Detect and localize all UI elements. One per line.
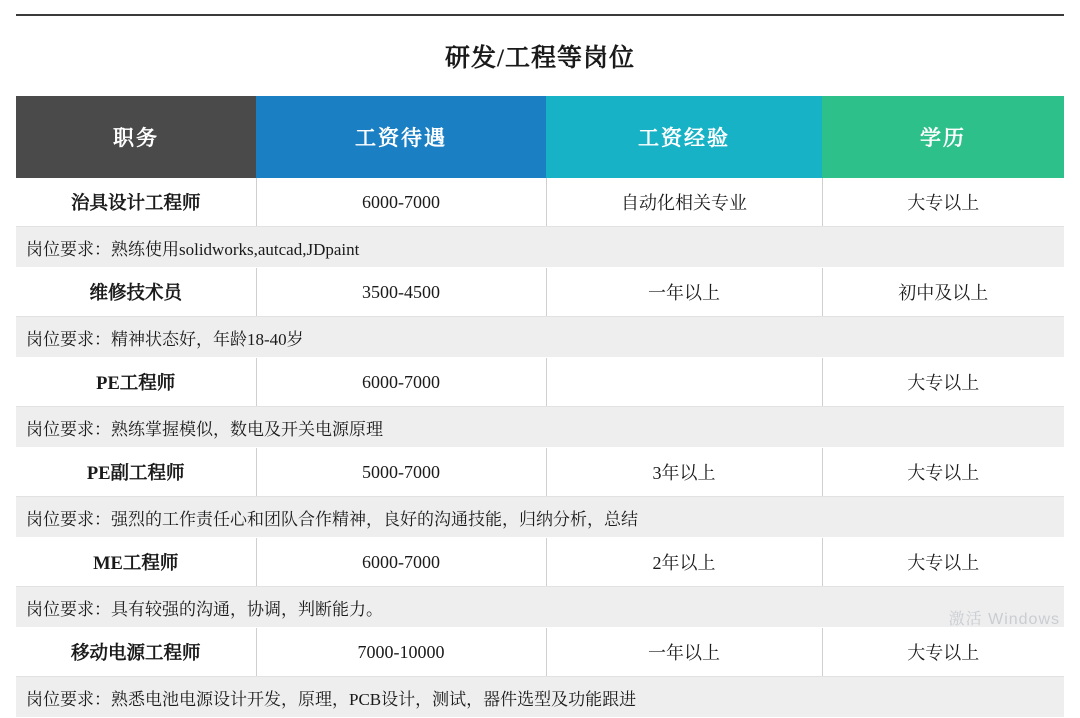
table-row (16, 448, 1064, 497)
cell-requirement: 岗位要求：熟练使用solidworks,autcad,JDpaint (16, 227, 1064, 268)
cell-experience: 3年以上 (546, 448, 822, 497)
cell-position: ME工程师 (16, 538, 256, 587)
column-header-position: 职务 (16, 96, 256, 178)
cell-salary: 6000-7000 (256, 358, 546, 407)
cell-experience: 自动化相关专业 (546, 178, 822, 227)
table-requirement-row (16, 227, 1064, 268)
table-requirement-row (16, 497, 1064, 538)
cell-position: PE副工程师 (16, 448, 256, 497)
table-requirement-row (16, 587, 1064, 628)
cell-requirement: 岗位要求：熟悉电池电源设计开发，原理，PCB设计，测试，器件选型及功能跟进 (16, 677, 1064, 718)
column-header-education: 学历 (822, 96, 1064, 178)
windows-activation-watermark: 激活 Windows (948, 611, 1060, 628)
cell-salary: 6000-7000 (256, 178, 546, 227)
cell-position: 移动电源工程师 (16, 628, 256, 677)
table-row (16, 538, 1064, 587)
header-divider (16, 14, 1064, 16)
cell-education: 大专以上 (822, 448, 1064, 497)
table-row (16, 268, 1064, 317)
table-header (16, 96, 1064, 178)
cell-experience: 一年以上 (546, 268, 822, 317)
table-requirement-row (16, 317, 1064, 358)
cell-education: 大专以上 (822, 358, 1064, 407)
cell-salary: 5000-7000 (256, 448, 546, 497)
cell-salary: 3500-4500 (256, 268, 546, 317)
cell-salary: 7000-10000 (256, 628, 546, 677)
table-requirement-row (16, 407, 1064, 448)
cell-position: 治具设计工程师 (16, 178, 256, 227)
cell-requirement: 岗位要求：具有较强的沟通，协调，判断能力。 (16, 587, 1064, 628)
cell-education: 大专以上 (822, 178, 1064, 227)
cell-position: 维修技术员 (16, 268, 256, 317)
table-body (16, 178, 1064, 718)
cell-requirement: 岗位要求：精神状态好，年龄18-40岁 (16, 317, 1064, 358)
column-header-salary: 工资待遇 (256, 96, 546, 178)
table-header-row (16, 96, 1064, 178)
table-row (16, 178, 1064, 227)
cell-experience: 2年以上 (546, 538, 822, 587)
cell-experience: 一年以上 (546, 628, 822, 677)
table-row (16, 358, 1064, 407)
column-header-experience: 工资经验 (546, 96, 822, 178)
job-listing-table (16, 96, 1064, 718)
cell-requirement: 岗位要求：强烈的工作责任心和团队合作精神，良好的沟通技能，归纳分析，总结 (16, 497, 1064, 538)
cell-position: PE工程师 (16, 358, 256, 407)
cell-requirement: 岗位要求：熟练掌握模似，数电及开关电源原理 (16, 407, 1064, 448)
cell-salary: 6000-7000 (256, 538, 546, 587)
table-requirement-row (16, 677, 1064, 718)
table-row (16, 628, 1064, 677)
page-title: 研发/工程等岗位 (445, 45, 635, 72)
cell-education: 大专以上 (822, 628, 1064, 677)
cell-experience (546, 358, 822, 407)
cell-education: 初中及以上 (822, 268, 1064, 317)
cell-education: 大专以上 (822, 538, 1064, 587)
